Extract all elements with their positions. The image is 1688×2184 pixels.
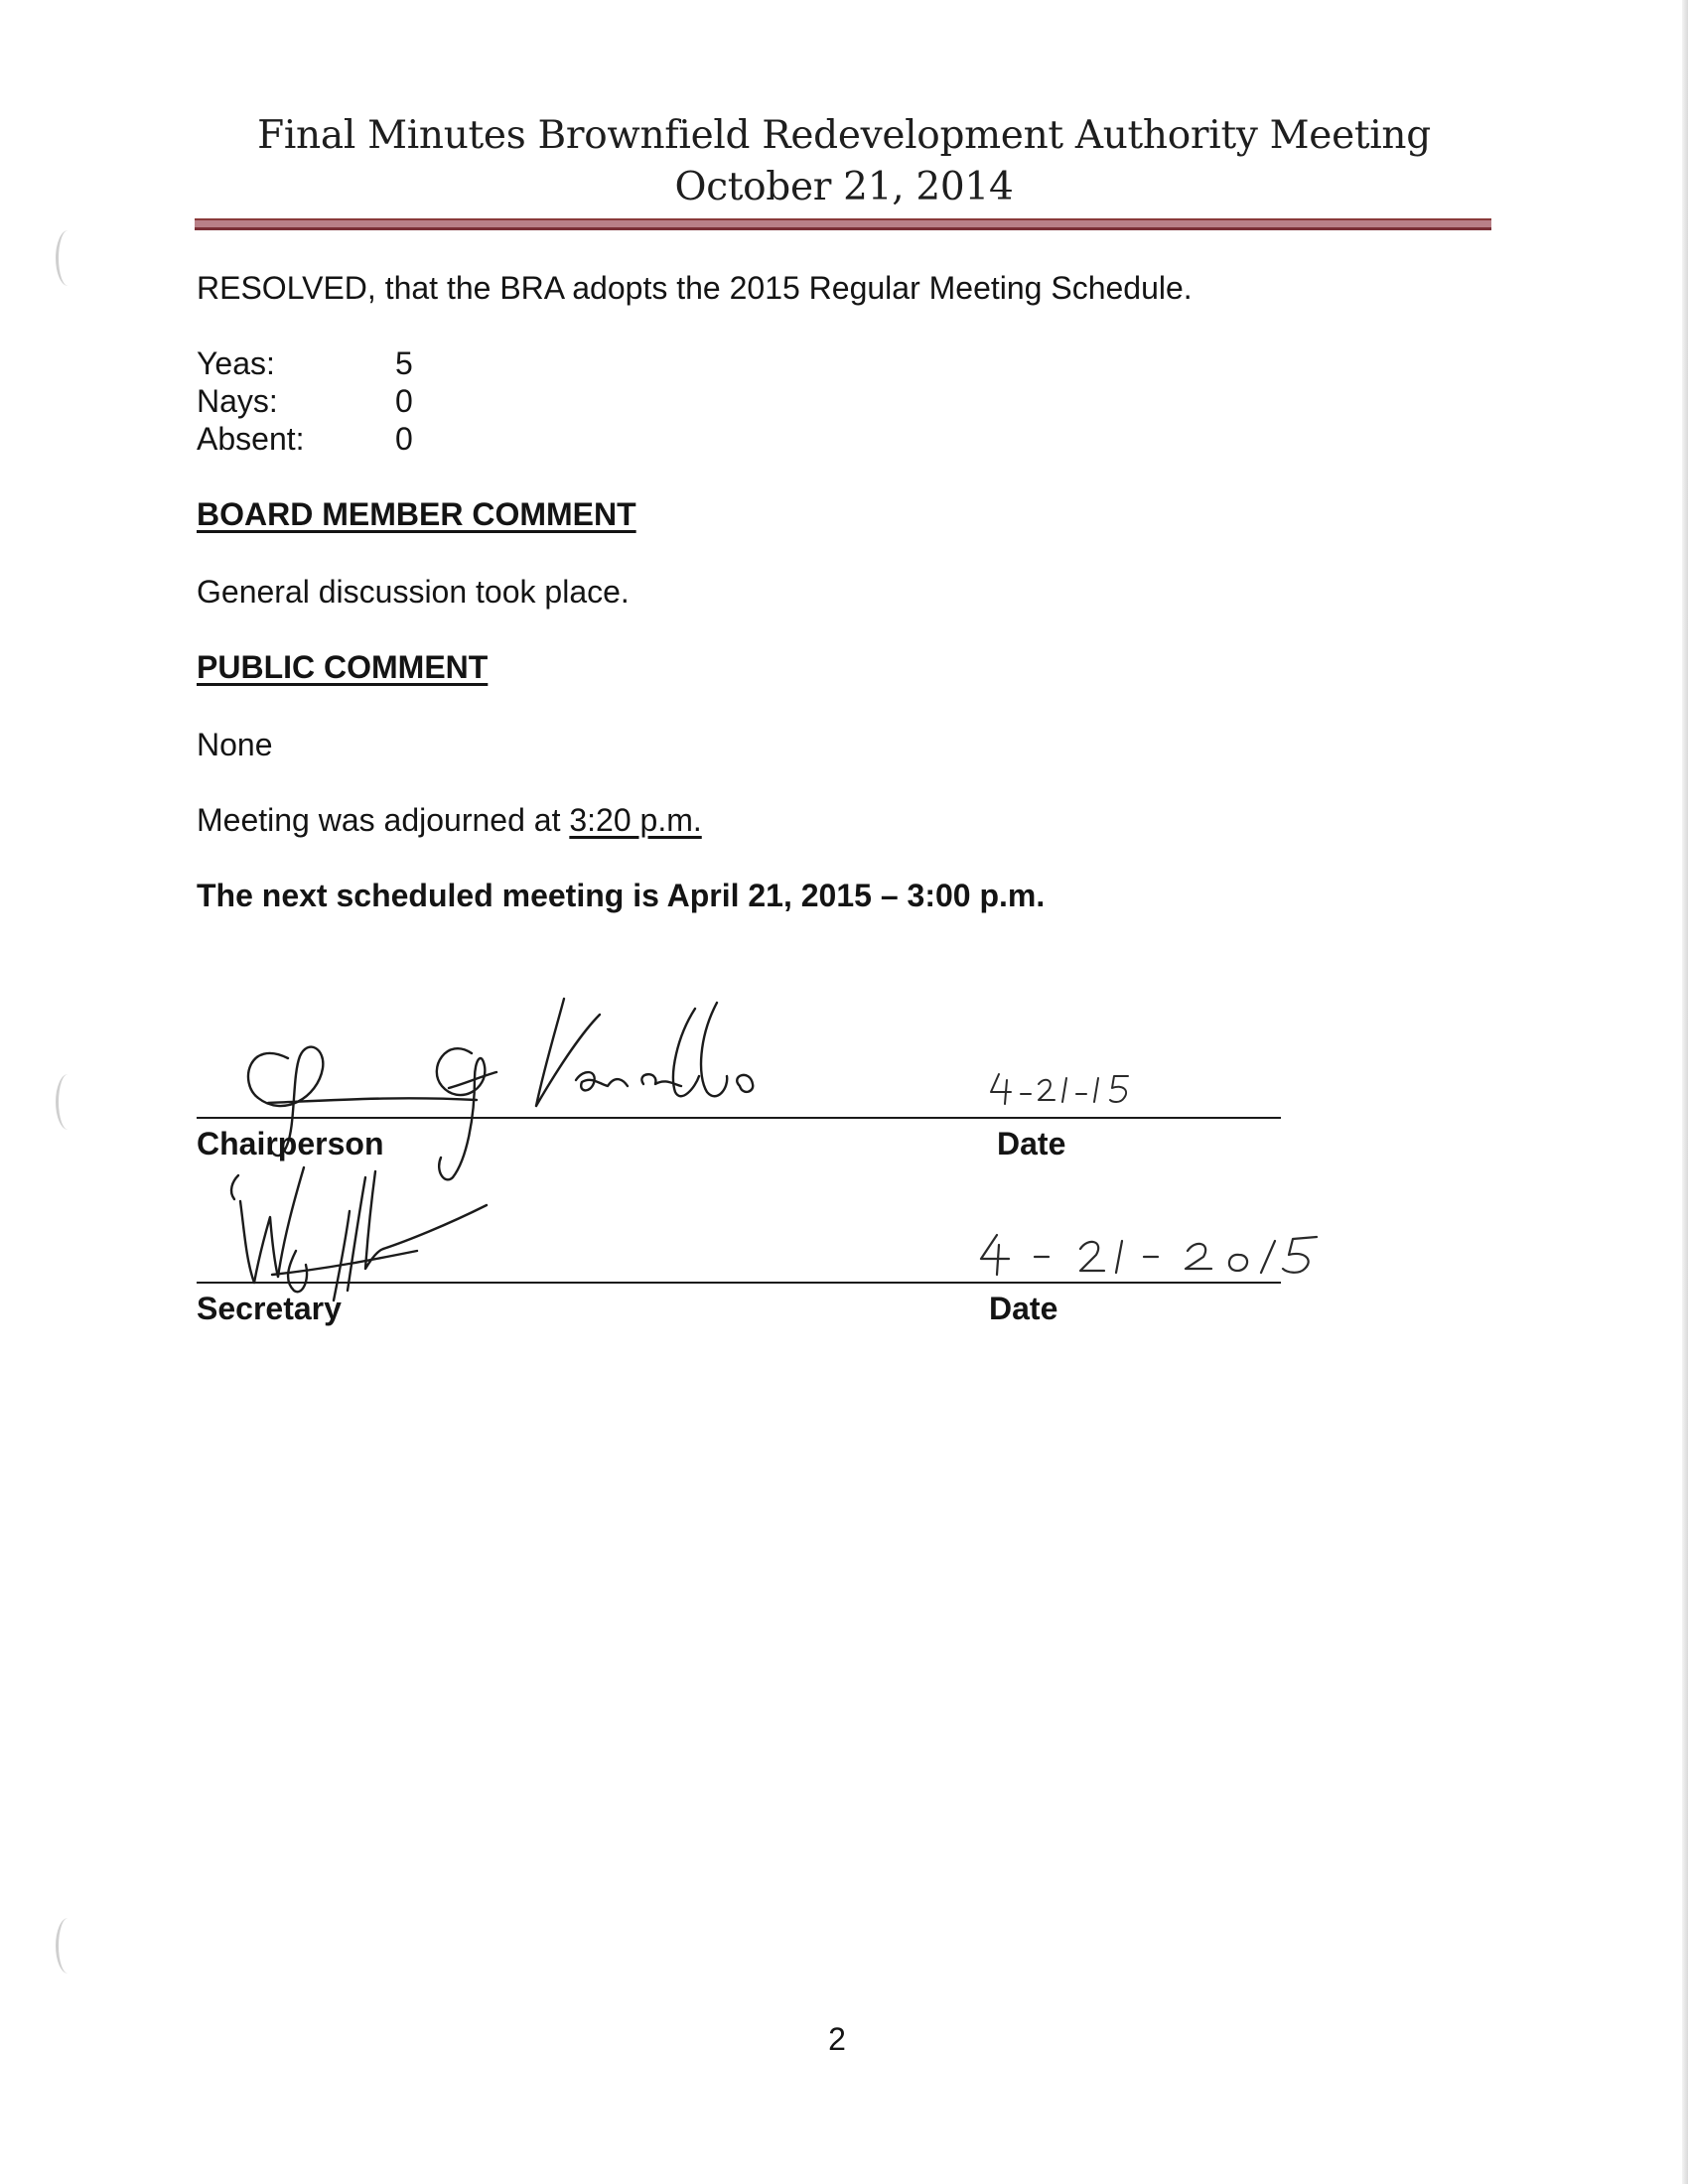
secretary-date-label: Date [989,1291,1058,1326]
adjournment-prefix: Meeting was adjourned at [197,802,570,838]
binder-hole-bottom [56,1918,80,1974]
next-meeting-text: The next scheduled meeting is April 21, 2015 – 3:00 p.m. [197,878,1046,913]
header-title-line2: October 21, 2014 [674,165,1014,209]
vote-value-nays: 0 [395,383,413,419]
page-edge [1682,0,1688,2184]
chairperson-date-handwritten [983,1064,1201,1114]
vote-value-yeas: 5 [395,345,413,381]
adjournment-line [197,802,702,839]
board-member-comment-text: General discussion took place. [197,574,630,610]
public-comment-text: None [197,727,273,762]
secretary-label: Secretary [197,1291,342,1326]
vote-label-nays: Nays: [197,383,278,419]
adjournment-time: 3:20 p.m. [569,802,702,838]
header-rule [195,218,1491,230]
chairperson-signature-line [197,1117,1281,1119]
page-number: 2 [828,2021,846,2057]
vote-label-yeas: Yeas: [197,345,275,381]
public-comment-heading: PUBLIC COMMENT [197,649,489,685]
binder-hole-top [56,230,80,286]
chairperson-label: Chairperson [197,1126,384,1161]
vote-value-absent: 0 [395,421,413,457]
vote-label-absent: Absent: [197,421,305,457]
board-member-comment-heading: BOARD MEMBER COMMENT [197,496,636,532]
secretary-date-handwritten [973,1227,1331,1283]
chairperson-date-label: Date [997,1126,1066,1161]
header-title-line1: Final Minutes Brownfield Redevelopment Authority Meeting [257,113,1431,158]
resolution-text: RESOLVED, that the BRA adopts the 2015 Regular Meeting Schedule. [197,270,1193,306]
binder-hole-middle [56,1074,80,1130]
